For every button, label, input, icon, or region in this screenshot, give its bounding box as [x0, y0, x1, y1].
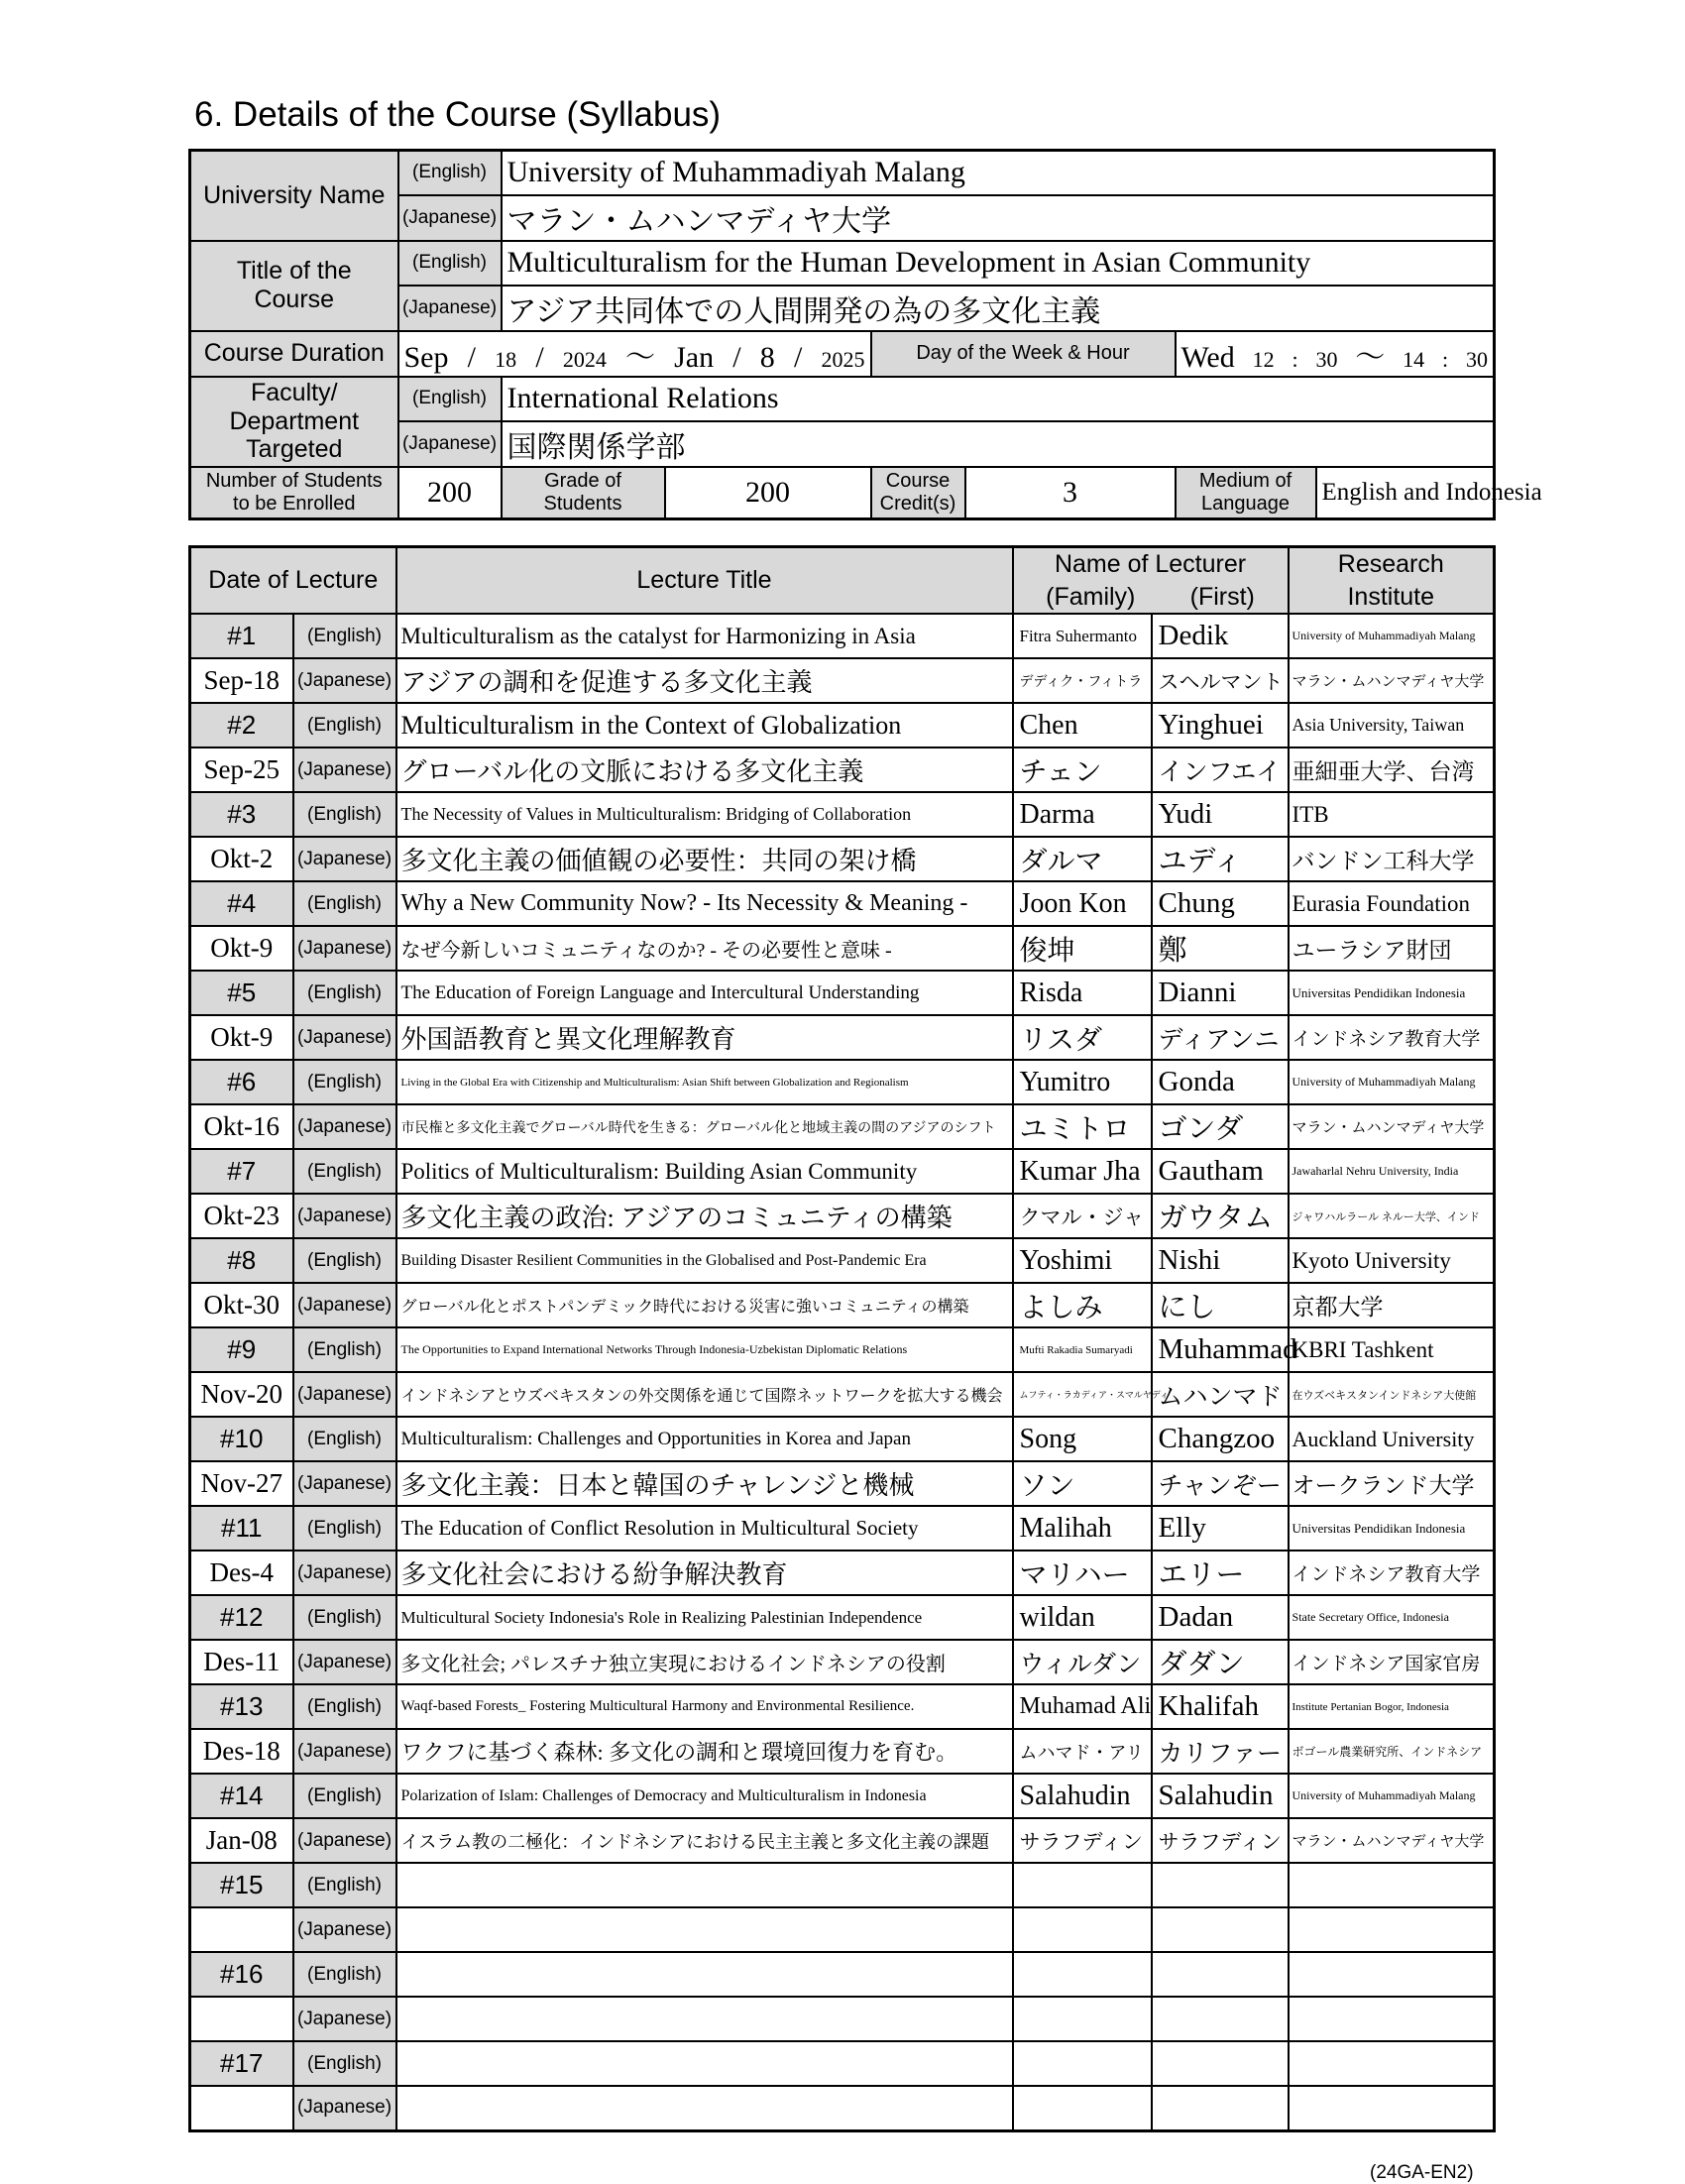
research-institute: オークランド大学 — [1289, 1461, 1495, 1506]
research-institute — [1289, 2041, 1495, 2086]
course-title-en: Multiculturalism for the Human Development in Asian Community — [502, 241, 1495, 286]
lecture-title: Polarization of Islam: Challenges of Democracy and Multiculturalism in Indonesia — [396, 1774, 1013, 1818]
table-row — [190, 1551, 1495, 1595]
table-row — [190, 792, 1495, 837]
research-institute-header: Research Institute — [1289, 547, 1495, 615]
lecture-title: 多文化社会における紛争解決教育 — [396, 1551, 1013, 1595]
lecture-date: Des-4 — [190, 1551, 293, 1595]
lecture-title — [396, 1863, 1013, 1907]
lecture-number: #8 — [190, 1238, 293, 1283]
research-institute — [1289, 1863, 1495, 1907]
english-tag: (English) — [398, 151, 502, 195]
family-label: (Family) — [1046, 582, 1136, 611]
lecture-number: #3 — [190, 792, 293, 837]
table-row — [190, 881, 1495, 926]
japanese-tag: (Japanese) — [293, 926, 396, 971]
lecture-date: Okt-9 — [190, 1015, 293, 1060]
lecture-title: The Education of Foreign Language and Intercultural Understanding — [396, 971, 1013, 1015]
research-institute: Auckland University — [1289, 1417, 1495, 1461]
japanese-tag: (Japanese) — [293, 1907, 396, 1952]
table-row — [190, 1907, 1495, 1952]
table-row — [190, 1238, 1495, 1283]
lecturer-first-name — [1152, 1907, 1289, 1952]
lecture-title — [396, 1907, 1013, 1952]
table-row — [190, 1104, 1495, 1149]
english-tag: (English) — [293, 1417, 396, 1461]
faculty-en: International Relations — [502, 377, 1495, 421]
lecturer-first-name: Yinghuei — [1152, 703, 1289, 747]
table-row — [190, 926, 1495, 971]
japanese-tag: (Japanese) — [398, 421, 502, 467]
lecturer-first-name — [1152, 1863, 1289, 1907]
research-institute: マラン・ムハンマディヤ大学 — [1289, 658, 1495, 703]
time-colon: : — [1292, 346, 1298, 372]
lecture-date: Okt-9 — [190, 926, 293, 971]
japanese-tag: (Japanese) — [293, 1015, 396, 1060]
course-info-table — [188, 149, 1542, 520]
lecture-date: Des-11 — [190, 1640, 293, 1684]
research-institute — [1289, 1997, 1495, 2041]
lecturer-family-name: チェン — [1013, 747, 1152, 792]
table-row — [190, 703, 1495, 747]
lecturer-first-name: カリファー — [1152, 1729, 1289, 1774]
english-tag: (English) — [293, 703, 396, 747]
end-day: 8 — [759, 340, 775, 374]
japanese-tag: (Japanese) — [293, 1283, 396, 1327]
lecture-title: The Education of Conflict Resolution in Multicultural Society — [396, 1506, 1013, 1551]
japanese-tag: (Japanese) — [398, 195, 502, 241]
table-row — [190, 1194, 1495, 1238]
table-row — [190, 614, 1495, 658]
lecture-title-header: Lecture Title — [396, 547, 1013, 615]
lecture-title: 多文化主義の政治: アジアのコミュニティの構築 — [396, 1194, 1013, 1238]
day-of-week: Wed — [1180, 340, 1235, 374]
lecturer-first-name: Gautham — [1152, 1149, 1289, 1194]
lecture-title — [396, 1952, 1013, 1997]
end-month: Jan — [674, 340, 715, 374]
first-label: (First) — [1189, 582, 1255, 611]
table-row — [190, 971, 1495, 1015]
lecturer-family-name: Yumitro — [1013, 1060, 1152, 1104]
research-institute: ジャワハルラール ネルー大学、インド — [1289, 1194, 1495, 1238]
num-students-value: 200 — [398, 467, 502, 519]
table-row — [190, 1684, 1495, 1729]
lecture-title: Why a New Community Now? - Its Necessity & Meaning - — [396, 881, 1013, 926]
lecture-date: Nov-27 — [190, 1461, 293, 1506]
lecturer-first-name: Dedik — [1152, 614, 1289, 658]
lectures-table — [188, 545, 1496, 2132]
english-tag: (English) — [293, 1060, 396, 1104]
lecture-title: 市民権と多文化主義でグローバル時代を生きる：グローバル化と地域主義の間のアジアのシフト — [396, 1104, 1013, 1149]
lecturer-first-name: インフエイ — [1152, 747, 1289, 792]
japanese-tag: (Japanese) — [293, 1372, 396, 1417]
table-row — [190, 1506, 1495, 1551]
lecture-title: Multiculturalism as the catalyst for Harmonizing in Asia — [396, 614, 1013, 658]
lecture-number: #11 — [190, 1506, 293, 1551]
research-institute: マラン・ムハンマディヤ大学 — [1289, 1104, 1495, 1149]
num-students-label: Number of Students to be Enrolled — [190, 467, 398, 519]
english-tag: (English) — [293, 1595, 396, 1640]
credit-label: Course Credit(s) — [871, 467, 965, 519]
lecture-title: Living in the Global Era with Citizenship and Multiculturalism: Asian Shift between Globalization and Regionalism — [396, 1060, 1013, 1104]
date-slash: / — [732, 340, 741, 374]
english-tag: (English) — [293, 2041, 396, 2086]
lecturer-family-name: Kumar Jha — [1013, 1149, 1152, 1194]
lecturer-family-name — [1013, 1952, 1152, 1997]
table-row — [190, 1640, 1495, 1684]
table-row — [190, 1060, 1495, 1104]
lecturer-first-name: にし — [1152, 1283, 1289, 1327]
lecture-date: Sep-25 — [190, 747, 293, 792]
lecturer-family-name: Yoshimi — [1013, 1238, 1152, 1283]
lecturer-family-name: Risda — [1013, 971, 1152, 1015]
lecture-number: #17 — [190, 2041, 293, 2086]
english-tag: (English) — [293, 1238, 396, 1283]
lecture-number: #9 — [190, 1327, 293, 1372]
lecturer-first-name: Khalifah — [1152, 1684, 1289, 1729]
lecturer-first-name — [1152, 1952, 1289, 1997]
lecture-title: 外国語教育と異文化理解教育 — [396, 1015, 1013, 1060]
english-tag: (English) — [293, 1684, 396, 1729]
japanese-tag: (Japanese) — [293, 747, 396, 792]
lecture-title: グローバル化とポストパンデミック時代における災害に強いコミュニティの構築 — [396, 1283, 1013, 1327]
lecture-date: Okt-2 — [190, 837, 293, 881]
lecture-title: The Opportunities to Expand International Networks Through Indonesia-Uzbekistan Diplomatic Relations — [396, 1327, 1013, 1372]
table-row — [190, 1149, 1495, 1194]
lecture-title: Multicultural Society Indonesia's Role in Realizing Palestinian Independence — [396, 1595, 1013, 1640]
lecturer-first-name: エリー — [1152, 1551, 1289, 1595]
lecture-title: イスラム教の二極化：インドネシアにおける民主主義と多文化主義の課題 — [396, 1818, 1013, 1863]
course-duration — [398, 331, 871, 377]
research-institute: Institute Pertanian Bogor, Indonesia — [1289, 1684, 1495, 1729]
end-minute: 30 — [1466, 346, 1488, 372]
time-tilde: ～ — [1355, 340, 1386, 374]
lecture-title: グローバル化の文脈における多文化主義 — [396, 747, 1013, 792]
table-row — [190, 2041, 1495, 2086]
date-slash: / — [793, 340, 803, 374]
table-row — [190, 747, 1495, 792]
lecturer-family-name: Joon Kon — [1013, 881, 1152, 926]
page-title: 6. Details of the Course (Syllabus) — [194, 95, 722, 134]
english-tag: (English) — [293, 792, 396, 837]
english-tag: (English) — [293, 1327, 396, 1372]
lecture-date: Okt-23 — [190, 1194, 293, 1238]
research-institute: University of Muhammadiyah Malang — [1289, 1060, 1495, 1104]
lecturer-family-name: ムフティ・ラカディア・スマルヤディ — [1013, 1372, 1152, 1417]
lecturer-first-name: ゴンダ — [1152, 1104, 1289, 1149]
research-institute: University of Muhammadiyah Malang — [1289, 614, 1495, 658]
lecture-title: Waqf-based Forests_ Fostering Multicultural Harmony and Environmental Resilience. — [396, 1684, 1013, 1729]
start-month: Sep — [403, 340, 449, 374]
grade-value: 200 — [665, 467, 871, 519]
research-institute: インドネシア国家官房 — [1289, 1640, 1495, 1684]
grade-label: Grade of Students — [502, 467, 665, 519]
lecture-number: #12 — [190, 1595, 293, 1640]
lecturer-first-name: サラフディン — [1152, 1818, 1289, 1863]
course-title-label: Title of the Course — [190, 241, 398, 331]
research-institute: Asia University, Taiwan — [1289, 703, 1495, 747]
lecturer-first-name: Dianni — [1152, 971, 1289, 1015]
table-row — [190, 2086, 1495, 2130]
lecture-number: #2 — [190, 703, 293, 747]
lecturer-family-name: ユミトロ — [1013, 1104, 1152, 1149]
japanese-tag: (Japanese) — [293, 1104, 396, 1149]
lecturer-name-label: Name of Lecturer — [1054, 550, 1247, 578]
lecturer-first-name: Elly — [1152, 1506, 1289, 1551]
table-row — [190, 1774, 1495, 1818]
lecturer-first-name: Salahudin — [1152, 1774, 1289, 1818]
faculty-label: Faculty/ Department Targeted — [190, 377, 398, 467]
lecture-number: #4 — [190, 881, 293, 926]
university-name-en: University of Muhammadiyah Malang — [502, 151, 1495, 195]
lecture-title: インドネシアとウズベキスタンの外交関係を通じて国際ネットワークを拡大する機会 — [396, 1372, 1013, 1417]
research-institute: ボゴール農業研究所、インドネシア — [1289, 1729, 1495, 1774]
medium-value: English and Indonesia — [1316, 467, 1495, 519]
lecturer-family-name: 俊坤 — [1013, 926, 1152, 971]
medium-label: Medium of Language — [1176, 467, 1316, 519]
day-hour-value — [1176, 331, 1495, 377]
lecturer-family-name — [1013, 2041, 1152, 2086]
lecturer-family-name: ムハマド・アリ — [1013, 1729, 1152, 1774]
japanese-tag: (Japanese) — [293, 658, 396, 703]
japanese-tag: (Japanese) — [293, 1640, 396, 1684]
lecture-date: Sep-18 — [190, 658, 293, 703]
lecture-date: Okt-30 — [190, 1283, 293, 1327]
lecturer-family-name: Darma — [1013, 792, 1152, 837]
research-institute: 在ウズベキスタンインドネシア大使館 — [1289, 1372, 1495, 1417]
research-institute: Universitas Pendidikan Indonesia — [1289, 971, 1495, 1015]
japanese-tag: (Japanese) — [398, 286, 502, 331]
lecture-number: #10 — [190, 1417, 293, 1461]
lecturer-family-name: Muhamad Ali — [1013, 1684, 1152, 1729]
lecture-title: ワクフに基づく森林: 多文化の調和と環境回復力を育む。 — [396, 1729, 1013, 1774]
lecturer-first-name: チャンぞー — [1152, 1461, 1289, 1506]
lecturer-family-name: wildan — [1013, 1595, 1152, 1640]
lecturer-first-name: Dadan — [1152, 1595, 1289, 1640]
lecturer-family-name: Malihah — [1013, 1506, 1152, 1551]
end-year: 2025 — [821, 346, 865, 372]
research-institute: Universitas Pendidikan Indonesia — [1289, 1506, 1495, 1551]
lecture-date — [190, 1907, 293, 1952]
lecturer-family-name: ウィルダン — [1013, 1640, 1152, 1684]
research-institute: State Secretary Office, Indonesia — [1289, 1595, 1495, 1640]
lecture-title — [396, 2041, 1013, 2086]
english-tag: (English) — [293, 1952, 396, 1997]
research-institute: ITB — [1289, 792, 1495, 837]
lecture-title — [396, 1997, 1013, 2041]
lecturer-first-name: Gonda — [1152, 1060, 1289, 1104]
research-institute: Kyoto University — [1289, 1238, 1495, 1283]
table-row — [190, 837, 1495, 881]
lecturer-family-name: Chen — [1013, 703, 1152, 747]
table-row — [190, 1461, 1495, 1506]
table-row — [190, 1015, 1495, 1060]
form-code: (24GA-EN2) — [1370, 2162, 1474, 2183]
lecturer-first-name — [1152, 2041, 1289, 2086]
lecturer-family-name: Song — [1013, 1417, 1152, 1461]
japanese-tag: (Japanese) — [293, 1818, 396, 1863]
lecture-number: #15 — [190, 1863, 293, 1907]
english-tag: (English) — [293, 881, 396, 926]
start-day: 18 — [495, 346, 517, 372]
research-institute: KBRI Tashkent — [1289, 1327, 1495, 1372]
lecture-title: アジアの調和を促進する多文化主義 — [396, 658, 1013, 703]
english-tag: (English) — [398, 377, 502, 421]
lecturer-family-name: よしみ — [1013, 1283, 1152, 1327]
table-row — [190, 1729, 1495, 1774]
english-tag: (English) — [293, 1863, 396, 1907]
lecture-number: #14 — [190, 1774, 293, 1818]
english-tag: (English) — [293, 971, 396, 1015]
research-institute: インドネシア教育大学 — [1289, 1551, 1495, 1595]
lecturer-first-name: Muhammad — [1152, 1327, 1289, 1372]
lecturer-first-name — [1152, 1997, 1289, 2041]
table-row — [190, 1595, 1495, 1640]
japanese-tag: (Japanese) — [293, 1551, 396, 1595]
course-duration-label: Course Duration — [190, 331, 398, 377]
research-institute: マラン・ムハンマディヤ大学 — [1289, 1818, 1495, 1863]
lecturer-first-name: ダダン — [1152, 1640, 1289, 1684]
english-tag: (English) — [398, 241, 502, 286]
lecturer-family-name — [1013, 1907, 1152, 1952]
english-tag: (English) — [293, 1149, 396, 1194]
date-slash: / — [467, 340, 476, 374]
lecturer-family-name — [1013, 1997, 1152, 2041]
research-institute: 亜細亜大学、台湾 — [1289, 747, 1495, 792]
research-institute: Jawaharlal Nehru University, India — [1289, 1149, 1495, 1194]
lecturer-first-name: Nishi — [1152, 1238, 1289, 1283]
japanese-tag: (Japanese) — [293, 2086, 396, 2130]
research-institute: Eurasia Foundation — [1289, 881, 1495, 926]
start-minute: 30 — [1315, 346, 1338, 372]
lecturer-family-name: Salahudin — [1013, 1774, 1152, 1818]
lecturer-family-name: リスダ — [1013, 1015, 1152, 1060]
english-tag: (English) — [293, 614, 396, 658]
lecture-date — [190, 2086, 293, 2130]
japanese-tag: (Japanese) — [293, 1461, 396, 1506]
lecturer-name-header — [1013, 547, 1289, 615]
credit-value: 3 — [965, 467, 1176, 519]
lecture-date: Nov-20 — [190, 1372, 293, 1417]
day-hour-label: Day of the Week & Hour — [871, 331, 1176, 377]
english-tag: (English) — [293, 1506, 396, 1551]
lecture-title — [396, 2086, 1013, 2130]
research-institute — [1289, 1907, 1495, 1952]
table-row — [190, 1863, 1495, 1907]
table-row — [190, 1283, 1495, 1327]
lecturer-family-name — [1013, 2086, 1152, 2130]
table-row — [190, 658, 1495, 703]
university-name-ja: マラン・ムハンマディヤ大学 — [502, 195, 1495, 241]
lecture-title: Politics of Multiculturalism: Building Asian Community — [396, 1149, 1013, 1194]
research-institute — [1289, 1952, 1495, 1997]
lecture-number: #6 — [190, 1060, 293, 1104]
lecturer-first-name: ムハンマド — [1152, 1372, 1289, 1417]
lecture-number: #1 — [190, 614, 293, 658]
lecturer-family-name: Fitra Suhermanto — [1013, 614, 1152, 658]
start-year: 2024 — [562, 346, 607, 372]
lecturer-first-name: Yudi — [1152, 792, 1289, 837]
lecture-number: #7 — [190, 1149, 293, 1194]
table-row — [190, 1327, 1495, 1372]
lecture-title: 多文化主義の価値観の必要性：共同の架け橋 — [396, 837, 1013, 881]
time-colon: : — [1442, 346, 1449, 372]
japanese-tag: (Japanese) — [293, 1194, 396, 1238]
table-row — [190, 1818, 1495, 1863]
lecture-title: Building Disaster Resilient Communities in the Globalised and Post-Pandemic Era — [396, 1238, 1013, 1283]
lecture-date: Okt-16 — [190, 1104, 293, 1149]
start-hour: 12 — [1252, 346, 1275, 372]
date-tilde: ～ — [624, 340, 655, 374]
university-name-label: University Name — [190, 151, 398, 241]
lecture-title: Multiculturalism: Challenges and Opportunities in Korea and Japan — [396, 1417, 1013, 1461]
lecturer-family-name: ダルマ — [1013, 837, 1152, 881]
lecturer-first-name: Changzoo — [1152, 1417, 1289, 1461]
lecturer-first-name: Chung — [1152, 881, 1289, 926]
lecture-number: #5 — [190, 971, 293, 1015]
table-row — [190, 1372, 1495, 1417]
lecturer-family-name: デディク・フィトラ — [1013, 658, 1152, 703]
lecturer-family-name — [1013, 1863, 1152, 1907]
research-institute: ユーラシア財団 — [1289, 926, 1495, 971]
lecture-number: #13 — [190, 1684, 293, 1729]
research-institute: インドネシア教育大学 — [1289, 1015, 1495, 1060]
research-institute: バンドン工科大学 — [1289, 837, 1495, 881]
japanese-tag: (Japanese) — [293, 837, 396, 881]
lecturer-first-name: 鄭 — [1152, 926, 1289, 971]
table-row — [190, 1952, 1495, 1997]
table-row — [190, 1997, 1495, 2041]
table-row — [190, 1417, 1495, 1461]
lecturer-family-name: マリハー — [1013, 1551, 1152, 1595]
lecture-title: The Necessity of Values in Multiculturalism: Bridging of Collaboration — [396, 792, 1013, 837]
date-slash: / — [535, 340, 544, 374]
lecture-title: 多文化社会; パレスチナ独立実現におけるインドネシアの役割 — [396, 1640, 1013, 1684]
english-tag: (English) — [293, 1774, 396, 1818]
lecture-date: Jan-08 — [190, 1818, 293, 1863]
lecturer-family-name: ソン — [1013, 1461, 1152, 1506]
lecturer-family-name: サラフディン — [1013, 1818, 1152, 1863]
lecturer-family-name: Mufti Rakadia Sumaryadi — [1013, 1327, 1152, 1372]
lecture-date: Des-18 — [190, 1729, 293, 1774]
lecture-date — [190, 1997, 293, 2041]
lecturer-first-name: ガウタム — [1152, 1194, 1289, 1238]
lecturer-first-name — [1152, 2086, 1289, 2130]
lecturer-first-name: スヘルマント — [1152, 658, 1289, 703]
research-institute: 京都大学 — [1289, 1283, 1495, 1327]
date-of-lecture-header: Date of Lecture — [190, 547, 396, 615]
lecture-title: 多文化主義：日本と韓国のチャレンジと機械 — [396, 1461, 1013, 1506]
lecture-title: Multiculturalism in the Context of Globalization — [396, 703, 1013, 747]
japanese-tag: (Japanese) — [293, 1997, 396, 2041]
faculty-ja: 国際関係学部 — [502, 421, 1495, 467]
course-title-ja: アジア共同体での人間開発の為の多文化主義 — [502, 286, 1495, 331]
lecturer-first-name: ディアンニ — [1152, 1015, 1289, 1060]
research-institute — [1289, 2086, 1495, 2130]
lecturer-first-name: ユディ — [1152, 837, 1289, 881]
lecture-number: #16 — [190, 1952, 293, 1997]
lecture-title: なぜ今新しいコミュニティなのか? - その必要性と意味 - — [396, 926, 1013, 971]
end-hour: 14 — [1403, 346, 1425, 372]
research-institute: University of Muhammadiyah Malang — [1289, 1774, 1495, 1818]
lecturer-family-name: クマル・ジャ — [1013, 1194, 1152, 1238]
japanese-tag: (Japanese) — [293, 1729, 396, 1774]
